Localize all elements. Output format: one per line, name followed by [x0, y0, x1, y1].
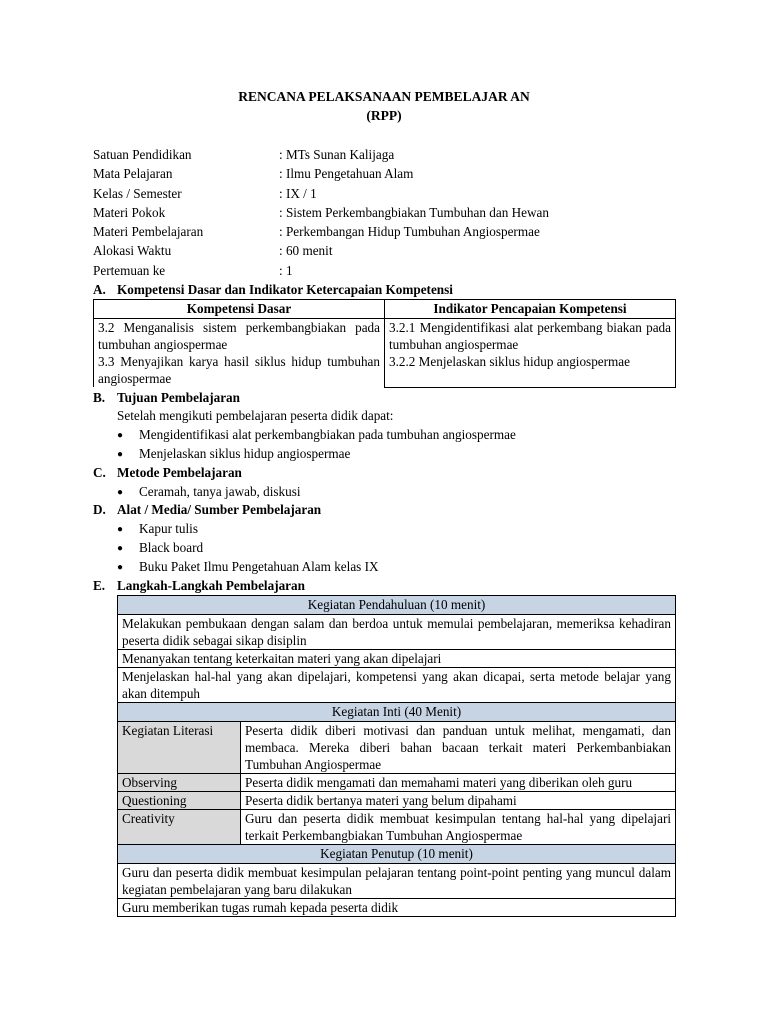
info-label: Materi Pembelajaran — [93, 224, 204, 240]
table-cell: Peserta didik diberi motivasi dan panduan untuk melihat, mengamati, dan membaca. Mereka diberi bahan bacaan terkait materi Perkembanbiakan Tumbuhan Angiospermae — [241, 722, 676, 774]
info-value: : 1 — [279, 262, 293, 278]
column-header: Indikator Pencapaian Kompetensi — [385, 300, 676, 319]
info-value: : IX / 1 — [279, 185, 317, 201]
column-header: Kompetensi Dasar — [94, 300, 385, 319]
phase-header: Kegiatan Pendahuluan (10 menit) — [118, 596, 676, 615]
bullet-icon: ● — [117, 430, 124, 441]
info-label: Alokasi Waktu — [93, 243, 172, 259]
table-cell: Guru dan peserta didik membuat kesimpulan tentang hal-hal yang dipelajari terkait Perkembangbiakan Tumbuhan Angiospermae — [241, 810, 676, 845]
info-row — [93, 145, 713, 164]
info-value: : 60 menit — [279, 243, 333, 259]
table-cell: Guru memberikan tugas rumah kepada peserta didik — [118, 899, 676, 917]
list-item: ● Ceramah, tanya jawab, diskusi — [117, 482, 301, 502]
table-row — [118, 899, 676, 917]
table-row — [118, 774, 676, 792]
info-row — [93, 261, 713, 280]
table-cell: Melakukan pembukaan dengan salam dan berdoa untuk memulai pembelajaran, memeriksa kehadiran peserta didik sebagai sikap disiplin — [118, 615, 676, 650]
section-letter: A. — [93, 282, 106, 297]
info-row — [93, 241, 713, 260]
section-d-heading — [93, 500, 321, 519]
section-letter: C. — [93, 465, 106, 480]
section-title: Langkah-Langkah Pembelajaran — [117, 578, 305, 593]
list-item: ● Kapur tulis — [117, 519, 198, 539]
cell-text: 3.2.1 Mengidentifikasi alat perkembang biakan pada tumbuhan angiospermae — [389, 320, 671, 352]
list-item: ● Menjelaskan siklus hidup angiospermae — [117, 444, 350, 464]
list-item: ● Buku Paket Ilmu Pengetahuan Alam kelas IX — [117, 557, 379, 577]
table-cell — [94, 319, 385, 388]
section-title: Alat / Media/ Sumber Pembelajaran — [117, 502, 322, 517]
info-value: : Perkembangan Hidup Tumbuhan Angiospermae — [279, 224, 540, 240]
info-value: : Ilmu Pengetahuan Alam — [279, 166, 414, 182]
table-row — [118, 650, 676, 668]
table-row — [94, 319, 676, 388]
table-cell: Peserta didik mengamati dan memahami materi yang diberikan oleh guru — [241, 774, 676, 792]
section-letter: E. — [93, 578, 106, 593]
section-title: Tujuan Pembelajaran — [117, 390, 240, 405]
cell-text: 3.3 Menyajikan karya hasil siklus hidup tumbuhan angiospermae — [98, 354, 380, 386]
info-row — [93, 222, 713, 241]
list-item: ● Black board — [117, 538, 203, 558]
table-row — [118, 864, 676, 899]
table-cell: Guru dan peserta didik membuat kesimpulan pelajaran tentang point-point penting yang muncul dalam kegiatan pembelajaran yang baru dilakukan — [118, 864, 676, 899]
info-label: Kelas / Semester — [93, 185, 182, 201]
activity-label: Creativity — [118, 810, 241, 845]
info-row — [93, 203, 713, 222]
info-value: : Sistem Perkembangbiakan Tumbuhan dan Hewan — [279, 204, 549, 220]
table-row — [118, 722, 676, 774]
identity-block — [93, 145, 713, 280]
bullet-icon: ● — [117, 543, 124, 554]
bullet-icon: ● — [117, 562, 124, 573]
section-title: Kompetensi Dasar dan Indikator Ketercapaian Kompetensi — [117, 282, 453, 297]
section-b-intro: Setelah mengikuti pembelajaran peserta didik dapat: — [117, 408, 394, 423]
section-letter: D. — [93, 502, 106, 517]
phase-header: Kegiatan Penutup (10 menit) — [118, 845, 676, 864]
table-cell: Menanyakan tentang keterkaitan materi yang akan dipelajari — [118, 650, 676, 668]
activity-label: Kegiatan Literasi — [118, 722, 241, 774]
phase-header: Kegiatan Inti (40 Menit) — [118, 703, 676, 722]
section-letter: B. — [93, 390, 106, 405]
activity-label: Questioning — [118, 792, 241, 810]
cell-text: 3.2 Menganalisis sistem perkembangbiakan pada tumbuhan angiospermae — [98, 320, 380, 352]
info-label: Pertemuan ke — [93, 262, 166, 278]
info-value: : MTs Sunan Kalijaga — [279, 147, 395, 162]
table-row — [118, 615, 676, 650]
list-item: ● Mengidentifikasi alat perkembangbiakan pada tumbuhan angiospermae — [117, 425, 516, 445]
table-row — [118, 792, 676, 810]
section-b-heading — [93, 388, 240, 407]
competency-table — [93, 299, 676, 388]
info-label: Satuan Pendidikan — [93, 147, 192, 162]
section-e-heading — [93, 576, 305, 595]
document-title: RENCANA PELAKSANAAN PEMBELAJAR AN — [238, 89, 530, 104]
steps-table — [117, 595, 676, 917]
section-a-heading — [93, 280, 453, 299]
info-label: Materi Pokok — [93, 204, 166, 220]
section-c-heading — [93, 463, 242, 482]
table-cell: Menjelaskan hal-hal yang akan dipelajari, kompetensi yang akan dicapai, serta metode belajar yang akan ditempuh — [118, 668, 676, 703]
bullet-icon: ● — [117, 524, 124, 535]
info-row — [93, 184, 713, 203]
document-subtitle: (RPP) — [366, 108, 402, 123]
info-label: Mata Pelajaran — [93, 166, 173, 182]
table-cell: Peserta didik bertanya materi yang belum dipahami — [241, 792, 676, 810]
activity-label: Observing — [118, 774, 241, 792]
bullet-icon: ● — [117, 487, 124, 498]
cell-text: 3.2.2 Menjelaskan siklus hidup angiospermae — [389, 354, 630, 369]
table-row — [118, 810, 676, 845]
table-cell — [385, 319, 676, 388]
bullet-icon: ● — [117, 449, 124, 460]
section-title: Metode Pembelajaran — [117, 465, 242, 480]
info-row — [93, 164, 713, 183]
table-row — [118, 668, 676, 703]
